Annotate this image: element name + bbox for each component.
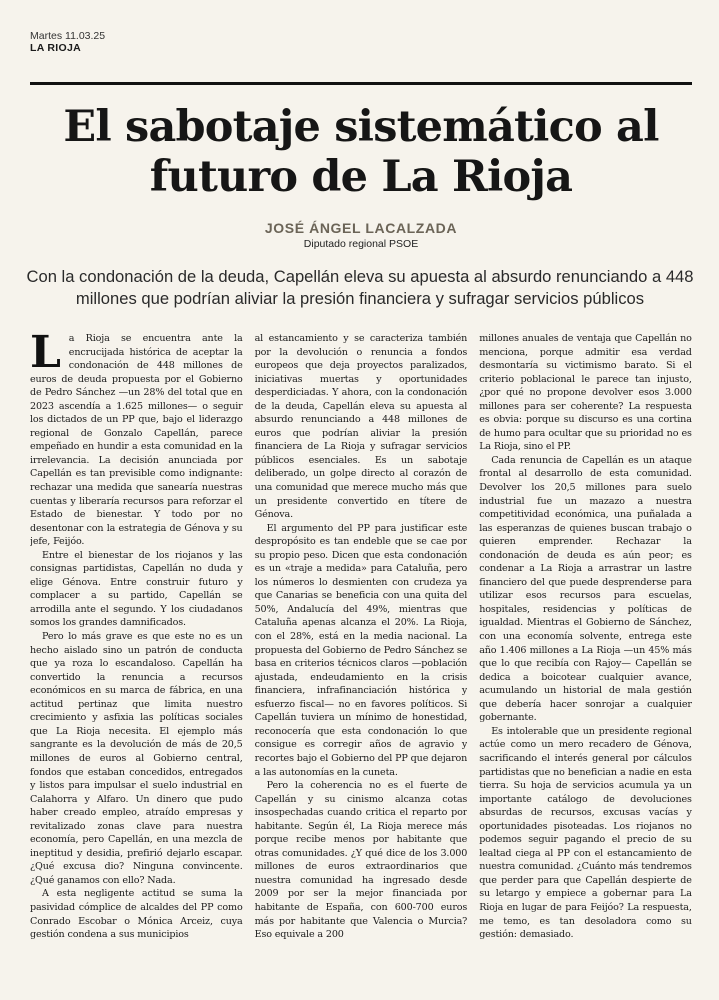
drop-cap: L bbox=[30, 332, 61, 378]
column-2 bbox=[255, 332, 468, 992]
column-3 bbox=[479, 332, 692, 992]
paragraph: Pero lo más grave es que este no es un hecho aislado sino un patrón de conducta que ya roza lo escandaloso. Capellán ha convertido la renuncia a recursos económicos en su marca de fábrica, en una actitud pertinaz que limita nuestro crecimiento y asfixia las políticas sociales que La Rioja necesita. El ejemplo más sangrante es la devolución de más de 20,5 millones de euros al Gobierno central, fondos que estaban concedidos, entregados y listos para impulsar el suelo industrial en Calahorra y Alfaro. Un dinero que pudo haber creado empleo, atraído empresas y revitalizado zonas clave para nuestra economía, pero Capellán, en una mezcla de ineptitud y desidia, prefirió dejarlo escapar. ¿Qué excusa dio? Ninguna convincente. ¿Qué ganamos con ello? Nada. bbox=[30, 631, 243, 886]
headline-line-2: futuro de La Rioja bbox=[149, 152, 573, 202]
column-1 bbox=[30, 332, 243, 992]
paragraph-text: a Rioja se encuentra ante la encrucijada histórica de aceptar la condonación de 448 millones de euros de deuda propuesta por el Gobierno de Pedro Sánchez —un 28% del total que en 2023 ascendía a 1.625 millones— o seguir los dictados de un PP que, bajo el liderazgo regional de Gonzalo Capellán, parece empeñado en hundir a esta comunidad en la irrelevancia. La decisión anunciada por Capellán es tan previsible como indignante: rechazar una medida que sanearía nuestras cuentas y liberaría recursos para reforzar el Estado de bienestar. Y todo por no desentonar con la estrategia de Génova y su jefe, Feijóo. bbox=[30, 333, 243, 548]
masthead bbox=[30, 30, 105, 54]
headline bbox=[30, 102, 692, 202]
article-body bbox=[30, 332, 692, 992]
paragraph: al estancamiento y se caracteriza también por la devolución o renuncia a fondos europeos que deja proyectos paralizados, iniciativas muertas y oportunidades desperdiciadas. Y ahora, con la condonación de la deuda, Capellán eleva su apuesta al absurdo renunciando a 448 millones de euros que podrían aliviar la presión financiera de La Rioja y sufragar servicios públicos esenciales. Es un sabotaje deliberado, un golpe directo al corazón de una comunidad que merece mucho más que un presidente convertido en títere de Génova. bbox=[254, 333, 468, 521]
issue-date: Martes 11.03.25 bbox=[30, 30, 106, 42]
header-rule bbox=[30, 82, 692, 85]
paragraph: Es intolerable que un presidente regional actúe como un mero recadero de Génova, sacrificando el interés general por cálculos partidistas que no benefician a nadie en esta tierra. Su hoja de servicios acumula ya un importante catálogo de devoluciones absurdas de recursos, excusas vacías y oportunidades pisoteadas. Los riojanos no podemos seguir pagando el precio de su lealtad ciega al PP con el estancamiento de nuestra comunidad. ¿Cuánto más tendremos que perder para que Capellán despierte de su letargo y empiece a gobernar para La Rioja en lugar de para Feijóo? La respuesta, me temo, es tan desoladora como su gestión: demasiado. bbox=[479, 725, 692, 941]
paragraph bbox=[30, 332, 243, 549]
standfirst: Con la condonación de la deuda, Capellán eleva su apuesta al absurdo renunciando a 448 millones que podrían aliviar la presión financiera y sufragar servicios públicos bbox=[26, 267, 694, 308]
section-name: LA RIOJA bbox=[30, 42, 82, 54]
author-role: Diputado regional PSOE bbox=[303, 238, 419, 250]
paragraph: millones anuales de ventaja que Capellán no menciona, porque admitir esa verdad desmontaría su victimismo barato. Si el criterio poblacional le parece tan injusto, ¿por qué no propone devolver esos 3.000 millones para ser coherente? La respuesta es obvia: porque su discurso es una cortina de humo para ocultar que su prioridad no es La Rioja, sino el PP. bbox=[479, 333, 692, 453]
paragraph: Entre el bienestar de los riojanos y las consignas partidistas, Capellán no duda y elige Génova. Entre construir futuro y complacer a su partido, Capellán se arrodilla ante el segundo. Y los ciudadanos somos los grandes damnificados. bbox=[30, 549, 243, 629]
headline-line-1: El sabotaje sistemático al bbox=[63, 102, 659, 152]
author-name: JOSÉ ÁNGEL LACALZADA bbox=[264, 220, 458, 236]
paragraph: Cada renuncia de Capellán es un ataque frontal al desarrollo de esta comunidad. Devolver los 20,5 millones para suelo industrial fue un mazazo a nuestra competitividad económica, una puñalada a las esperanzas de quienes buscan trabajo o quieren emprender. Rechazar la condonación de deuda es aún peor; es condenar a La Rioja a arrastrar un lastre financiero del que puede desprenderse para utilizar esos recursos para escuelas, hospitales, residencias y políticas de igualdad. Mientras el Gobierno de Sánchez, con una economía solvente, entrega este año 1.406 millones a La Rioja —un 45% más que lo que recibía con Rajoy— Capellán se dedica a boicotear cualquier avance, acumulando un historial de mala gestión que debería hacer sonrojar a cualquier gobernante. bbox=[479, 454, 692, 724]
paragraph: Pero la coherencia no es el fuerte de Capellán y su cinismo alcanza cotas insospechadas cuando critica el reparto por habitante. Según él, La Rioja merece más porque recibe menos por habitante que otras comunidades. ¿Y qué dice de los 3.000 millones de euros extraordinarios que nuestra comunidad ha ingresado desde 2009 por ser la mejor financiada por habitante de España, con 600-700 euros más por habitante que Valencia o Murcia? Eso equivale a 200 bbox=[254, 780, 468, 941]
paragraph: A esta negligente actitud se suma la pasividad cómplice de alcaldes del PP como Conrado Escobar o Mónica Arceiz, cuya gestión condena a sus municipios bbox=[30, 888, 243, 941]
paragraph: El argumento del PP para justificar este despropósito es tan endeble que se cae por su propio peso. Dicen que esta condonación es un «traje a medida» para Cataluña, pero los números lo desmienten con crudeza ya que Canarias se beneficia con una quita del 50%, Andalucía del 49%, mientras que Cataluña apenas alcanza el 20%. La Rioja, con el 28%, está en la media nacional. La propuesta del Gobierno de Pedro Sánchez se basa en criterios técnicos claros —población ajustada, endeudamiento en la crisis financiera, infrafinanciación histórica y esfuerzo fiscal— no en favores políticos. Si Capellán tuviera un mínimo de honestidad, reconocería que esta condonación lo que consigue es corregir años de agravio y recortes bajo el Gobierno del PP que dejaron a las autonomías en la cuneta. bbox=[254, 522, 468, 778]
